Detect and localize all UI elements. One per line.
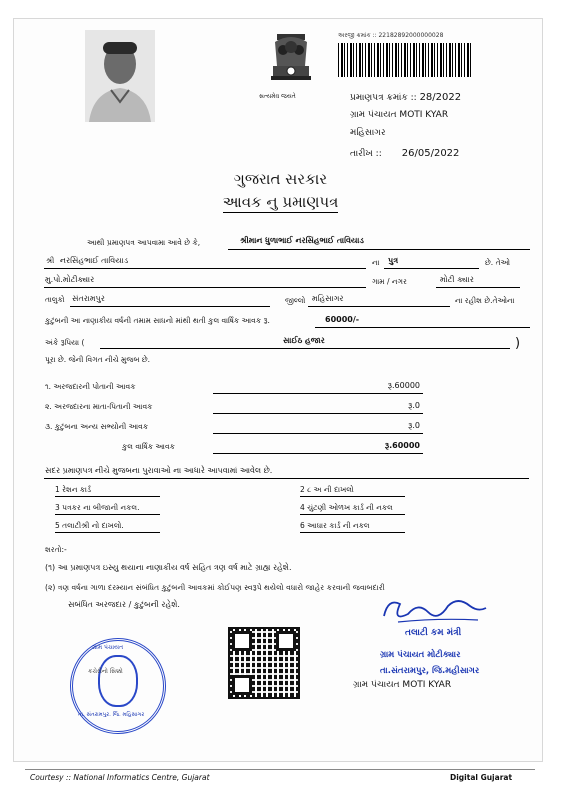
father-underline [44,268,366,269]
seal-subtext: તા. સંતરામપુર. જિ. મહિસાગર [78,712,145,718]
evidence-item-1: 1 રેશન કાર્ડ [55,485,92,494]
income-row-1-line [213,393,423,394]
close-paren: ) [515,336,521,351]
district-header: મહિસાગર [350,128,386,138]
income-total-line [213,453,423,454]
evidence-line-3 [55,514,160,515]
evidence-heading: સદર પ્રમાણપત્ર નીચે મુજબના પુરાવાઓ ના આધારે આપવામાં આવેલ છે. [45,466,273,475]
address: મુ.પો.મોટીક્યાર [45,275,95,284]
relation: પુત્ર [388,256,399,265]
evidence-line-1 [55,496,160,497]
te-o-label: છે. તેઓ [485,258,511,267]
father-name: નરસિંહભાઈ તાવિયાડ [60,256,129,265]
emblem-motto: સત્યમેવ જયતે [259,93,296,100]
intro-text: આથી પ્રમાણપત્ર આપવામા આવે છે કે, [87,238,201,247]
district-label: જીલ્લો [285,296,306,305]
district-underline [308,306,450,307]
barcode-bars [338,43,472,77]
na-label: ના [372,258,380,267]
evidence-line-6 [300,532,405,533]
resident-label: ના રહીશ છે.તેઓના [455,296,515,305]
income-row-3-amount: રૂ.0 [408,421,420,430]
name-underline [228,249,530,250]
income-total-amount: રૂ.60000 [384,441,420,450]
income-underline [315,327,530,328]
evidence-item-4: 4 ચુંટણી ઓળખ કાર્ડ ની નકલ [300,503,393,512]
income-total-label: કુલ વાર્ષિક આવક [122,442,175,451]
gram-panchayat-header: ગ્રામ પંચાયત MOTI KYAR [350,110,449,120]
issue-date: તારીખ :: 26/05/2022 [350,148,460,159]
income-row-3-label: ૩. કુટુંબના અન્ય સભ્યોની આવક [45,422,149,431]
certificate-number: પ્રમાણપત્ર ક્રમાંક :: 28/2022 [350,92,462,103]
income-row-1-amount: રૂ.60000 [387,381,420,390]
income-row-2-amount: રૂ.0 [408,401,420,410]
evidence-line-4 [300,514,405,515]
income-row-2-line [213,413,423,414]
conditions-heading: શરતો:- [45,545,67,554]
taluka: સંતરામપુર [72,294,105,303]
footer-left: Courtesy :: National Informatics Centre, Gujarat [30,773,210,782]
detail-line: પૂરા છે. જેની વિગત નીચે મુજબ છે. [45,355,151,364]
address-underline [44,287,366,288]
income-amount: 60000/- [325,315,360,324]
evidence-line-5 [55,532,160,533]
government-title: ગુજરાત સરકાર [233,170,328,188]
office-label: ગ્રામ પંચાયત MOTI KYAR [353,680,452,690]
national-emblem-icon [261,30,321,105]
condition-1: (૧) આ પ્રમાણપત્ર ઇસ્યુ થયાના નાણાકીય વર્ષ સહિત ત્રણ વર્ષ માટે ગ્રાહ્ય રહેશે. [45,563,292,572]
barcode-text: અરજી ક્રમાંક :: 22182892000000028 [338,32,444,39]
income-row-1-label: ૧. અરજદારની પોતાની આવક [45,382,136,391]
evidence-item-2: 2 ૮ અ ની દાખલો [300,485,354,494]
qr-code [228,627,300,699]
footer-rule [25,769,535,770]
words-label: અંકે રૂપિયા ( [45,338,85,347]
village: મોટી ક્યાર [440,275,474,284]
talati-signature-icon [378,592,488,632]
taluka-underline [70,306,270,307]
income-sentence: કુટુંબની આ નાણાકીય વર્ષની તમામ સાધનો માંથી થતી કુલ વાર્ષિક આવક રૂ. [45,316,270,325]
evidence-heading-line [44,478,529,479]
footer-right: Digital Gujarat [450,773,513,782]
seal-emblem-icon [98,655,138,707]
condition-2b: સબંધિત અરજદાર / કુટુંબની રહેશે. [68,600,180,609]
applicant-photo [85,30,155,122]
evidence-item-3: 3 પત્રકર ના બીજાની નકલ. [55,503,140,512]
village-label: ગામ / નગર [372,277,407,286]
talati-title: તલાટી કમ મંત્રી [405,628,462,638]
evidence-item-5: 5 તલાટીશ્રી નો દાખલો. [55,521,124,530]
income-row-2-label: ૨. અરજદારના માતા-પિતાની આવક [45,402,153,411]
evidence-item-6: 6 આધાર કાર્ડ ની નકલ [300,521,370,530]
relation-underline [384,268,479,269]
taluka-label: તાલુકો [45,295,65,304]
applicant-name: શ્રીમાન ધુળાભાઈ નરસિંહભાઈ તાવિયાડ [240,236,364,245]
words-underline [100,348,510,349]
left-signature: કચેરીનો સિક્કો [88,668,123,675]
income-row-3-line [213,433,423,434]
income-words: સાઈઠ હજાર [283,336,325,345]
evidence-line-2 [300,496,405,497]
village-underline [436,287,520,288]
stamp-line-2: તા.સંતરામપુર, જિ.મહીસાગર [380,666,480,676]
district: મહિસાગર [312,294,344,303]
stamp-line-1: ગ્રામ પંચાયત મોટીક્યાર [380,650,461,660]
application-barcode [338,32,472,77]
condition-2: (૨) ત્રણ વર્ષના ગાળા દરમ્યાન સંબંધિત કુટુંબની આવકમાં કોઈપણ સ્વરૂપે થયેલો વધારો જાહેર કરવાની જવાબદારી [45,583,385,592]
shri-label: શ્રી [46,256,55,265]
seal-text: ગ્રામ પંચાયત [92,644,124,651]
certificate-title: આવક નુ પ્રમાણપત્ર [222,193,339,211]
